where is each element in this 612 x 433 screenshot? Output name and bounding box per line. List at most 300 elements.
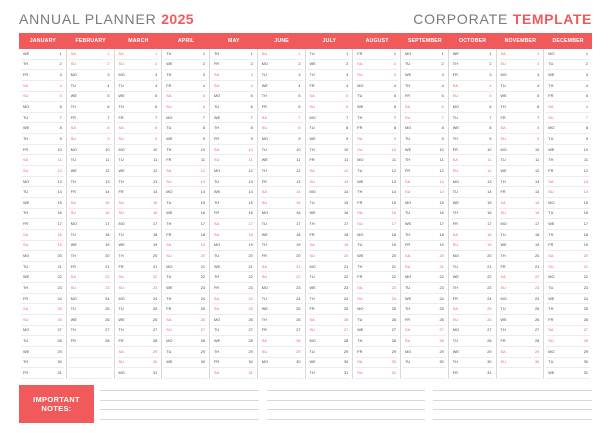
day-cell[interactable] [355, 283, 398, 294]
day-cell[interactable] [21, 123, 64, 134]
day-cell[interactable] [499, 70, 542, 81]
day-cell[interactable] [355, 219, 398, 230]
day-cell[interactable] [21, 326, 64, 337]
day-cell[interactable] [164, 155, 207, 166]
day-cell[interactable] [212, 294, 255, 305]
day-cell[interactable] [164, 315, 207, 326]
day-cell[interactable] [546, 102, 590, 113]
day-cell[interactable] [117, 187, 160, 198]
day-cell[interactable] [451, 166, 494, 177]
day-cell[interactable] [69, 294, 112, 305]
day-cell[interactable] [308, 134, 351, 145]
day-cell[interactable] [212, 166, 255, 177]
day-cell[interactable] [355, 326, 398, 337]
day-cell[interactable] [451, 60, 494, 71]
day-cell[interactable] [451, 358, 494, 369]
day-cell[interactable] [546, 49, 590, 60]
day-cell[interactable] [164, 347, 207, 358]
day-cell[interactable] [355, 294, 398, 305]
day-cell[interactable] [21, 92, 64, 103]
day-cell[interactable] [403, 326, 446, 337]
day-cell[interactable] [117, 336, 160, 347]
day-cell[interactable] [69, 155, 112, 166]
day-cell[interactable] [21, 145, 64, 156]
day-cell[interactable] [308, 166, 351, 177]
day-cell[interactable] [21, 368, 64, 379]
day-cell[interactable] [451, 177, 494, 188]
day-cell[interactable] [69, 177, 112, 188]
day-cell[interactable] [355, 60, 398, 71]
day-cell[interactable] [308, 81, 351, 92]
day-cell[interactable] [164, 251, 207, 262]
day-cell[interactable] [212, 209, 255, 220]
day-cell[interactable] [355, 155, 398, 166]
day-cell[interactable] [403, 198, 446, 209]
day-cell[interactable] [21, 272, 64, 283]
day-cell[interactable] [260, 81, 303, 92]
day-cell[interactable] [499, 145, 542, 156]
day-cell[interactable] [403, 347, 446, 358]
day-cell[interactable] [451, 241, 494, 252]
day-cell[interactable] [403, 70, 446, 81]
day-cell[interactable] [403, 155, 446, 166]
day-cell[interactable] [212, 134, 255, 145]
day-cell[interactable] [21, 209, 64, 220]
day-cell[interactable] [308, 315, 351, 326]
day-cell[interactable] [451, 49, 494, 60]
day-cell[interactable] [260, 283, 303, 294]
day-cell[interactable] [117, 219, 160, 230]
day-cell[interactable] [69, 272, 112, 283]
day-cell[interactable] [212, 92, 255, 103]
day-cell[interactable] [117, 92, 160, 103]
day-cell[interactable] [355, 251, 398, 262]
day-cell[interactable] [117, 230, 160, 241]
day-cell[interactable] [546, 326, 590, 337]
day-cell[interactable] [69, 326, 112, 337]
day-cell[interactable] [164, 187, 207, 198]
day-cell[interactable] [117, 134, 160, 145]
day-cell[interactable] [212, 336, 255, 347]
day-cell[interactable] [403, 230, 446, 241]
day-cell[interactable] [260, 60, 303, 71]
day-cell[interactable] [451, 230, 494, 241]
day-cell[interactable] [21, 230, 64, 241]
day-cell[interactable] [212, 283, 255, 294]
day-cell[interactable] [546, 368, 590, 379]
day-cell[interactable] [546, 187, 590, 198]
day-cell[interactable] [451, 198, 494, 209]
day-cell[interactable] [355, 166, 398, 177]
day-cell[interactable] [355, 209, 398, 220]
day-cell[interactable] [260, 336, 303, 347]
day-cell[interactable] [308, 358, 351, 369]
day-cell[interactable] [69, 230, 112, 241]
day-cell[interactable] [499, 315, 542, 326]
day-cell[interactable] [403, 272, 446, 283]
day-cell[interactable] [403, 177, 446, 188]
day-cell[interactable] [69, 81, 112, 92]
day-cell[interactable] [260, 187, 303, 198]
day-cell[interactable] [451, 70, 494, 81]
day-cell[interactable] [308, 155, 351, 166]
day-cell[interactable] [308, 219, 351, 230]
day-cell[interactable] [355, 70, 398, 81]
day-cell[interactable] [260, 304, 303, 315]
day-cell[interactable] [21, 166, 64, 177]
day-cell[interactable] [308, 187, 351, 198]
day-cell[interactable] [164, 70, 207, 81]
day-cell[interactable] [21, 262, 64, 273]
day-cell[interactable] [117, 347, 160, 358]
day-cell[interactable] [21, 283, 64, 294]
day-cell[interactable] [308, 113, 351, 124]
day-cell[interactable] [451, 145, 494, 156]
day-cell[interactable] [546, 262, 590, 273]
day-cell[interactable] [212, 145, 255, 156]
day-cell[interactable] [546, 347, 590, 358]
day-cell[interactable] [164, 92, 207, 103]
day-cell[interactable] [260, 92, 303, 103]
day-cell[interactable] [451, 315, 494, 326]
day-cell[interactable] [403, 49, 446, 60]
day-cell[interactable] [69, 251, 112, 262]
day-cell[interactable] [260, 145, 303, 156]
day-cell[interactable] [499, 49, 542, 60]
day-cell[interactable] [69, 219, 112, 230]
day-cell[interactable] [69, 102, 112, 113]
day-cell[interactable] [403, 92, 446, 103]
day-cell[interactable] [164, 241, 207, 252]
day-cell[interactable] [546, 241, 590, 252]
day-cell[interactable] [546, 70, 590, 81]
day-cell[interactable] [355, 177, 398, 188]
day-cell[interactable] [355, 123, 398, 134]
day-cell[interactable] [546, 336, 590, 347]
day-cell[interactable] [451, 272, 494, 283]
day-cell[interactable] [451, 251, 494, 262]
day-cell[interactable] [164, 49, 207, 60]
day-cell[interactable] [546, 230, 590, 241]
day-cell[interactable] [164, 134, 207, 145]
day-cell[interactable] [260, 134, 303, 145]
day-cell[interactable] [308, 49, 351, 60]
day-cell[interactable] [499, 81, 542, 92]
day-cell[interactable] [260, 326, 303, 337]
day-cell[interactable] [260, 70, 303, 81]
day-cell[interactable] [117, 123, 160, 134]
day-cell[interactable] [499, 304, 542, 315]
day-cell[interactable] [499, 294, 542, 305]
day-cell[interactable] [164, 294, 207, 305]
day-cell[interactable] [212, 262, 255, 273]
day-cell[interactable] [117, 209, 160, 220]
day-cell[interactable] [499, 230, 542, 241]
day-cell[interactable] [546, 358, 590, 369]
day-cell[interactable] [260, 177, 303, 188]
day-cell[interactable] [355, 102, 398, 113]
day-cell[interactable] [212, 315, 255, 326]
day-cell[interactable] [308, 368, 351, 379]
day-cell[interactable] [117, 283, 160, 294]
day-cell[interactable] [499, 219, 542, 230]
day-cell[interactable] [403, 145, 446, 156]
day-cell[interactable] [117, 81, 160, 92]
day-cell[interactable] [451, 209, 494, 220]
day-cell[interactable] [21, 241, 64, 252]
day-cell[interactable] [164, 230, 207, 241]
day-cell[interactable] [164, 209, 207, 220]
day-cell[interactable] [21, 102, 64, 113]
day-cell[interactable] [403, 81, 446, 92]
day-cell[interactable] [212, 177, 255, 188]
day-cell[interactable] [21, 336, 64, 347]
day-cell[interactable] [499, 166, 542, 177]
day-cell[interactable] [308, 102, 351, 113]
day-cell[interactable] [212, 230, 255, 241]
day-cell[interactable] [69, 145, 112, 156]
day-cell[interactable] [355, 145, 398, 156]
day-cell[interactable] [308, 241, 351, 252]
day-cell[interactable] [403, 283, 446, 294]
day-cell[interactable] [117, 315, 160, 326]
day-cell[interactable] [164, 177, 207, 188]
day-cell[interactable] [164, 262, 207, 273]
day-cell[interactable] [546, 304, 590, 315]
day-cell[interactable] [499, 262, 542, 273]
day-cell[interactable] [451, 113, 494, 124]
day-cell[interactable] [69, 49, 112, 60]
day-cell[interactable] [546, 81, 590, 92]
day-cell[interactable] [69, 113, 112, 124]
day-cell[interactable] [403, 315, 446, 326]
day-cell[interactable] [212, 219, 255, 230]
day-cell[interactable] [355, 304, 398, 315]
day-cell[interactable] [212, 113, 255, 124]
day-cell[interactable] [69, 123, 112, 134]
day-cell[interactable] [499, 102, 542, 113]
day-cell[interactable] [117, 60, 160, 71]
day-cell[interactable] [499, 155, 542, 166]
day-cell[interactable] [164, 198, 207, 209]
day-cell[interactable] [69, 209, 112, 220]
day-cell[interactable] [308, 251, 351, 262]
day-cell[interactable] [403, 219, 446, 230]
day-cell[interactable] [117, 166, 160, 177]
day-cell[interactable] [260, 294, 303, 305]
day-cell[interactable] [212, 347, 255, 358]
day-cell[interactable] [21, 294, 64, 305]
day-cell[interactable] [164, 113, 207, 124]
day-cell[interactable] [117, 155, 160, 166]
day-cell[interactable] [355, 230, 398, 241]
day-cell[interactable] [164, 60, 207, 71]
day-cell[interactable] [451, 326, 494, 337]
day-cell[interactable] [21, 304, 64, 315]
day-cell[interactable] [355, 49, 398, 60]
day-cell[interactable] [546, 272, 590, 283]
day-cell[interactable] [212, 49, 255, 60]
day-cell[interactable] [117, 272, 160, 283]
day-cell[interactable] [499, 187, 542, 198]
day-cell[interactable] [355, 187, 398, 198]
day-cell[interactable] [21, 347, 64, 358]
day-cell[interactable] [260, 262, 303, 273]
day-cell[interactable] [260, 155, 303, 166]
day-cell[interactable] [546, 123, 590, 134]
day-cell[interactable] [69, 70, 112, 81]
day-cell[interactable] [69, 315, 112, 326]
day-cell[interactable] [355, 241, 398, 252]
day-cell[interactable] [164, 81, 207, 92]
day-cell[interactable] [499, 241, 542, 252]
day-cell[interactable] [499, 209, 542, 220]
day-cell[interactable] [117, 304, 160, 315]
day-cell[interactable] [499, 326, 542, 337]
day-cell[interactable] [164, 123, 207, 134]
day-cell[interactable] [355, 198, 398, 209]
day-cell[interactable] [499, 251, 542, 262]
day-cell[interactable] [403, 187, 446, 198]
day-cell[interactable] [499, 358, 542, 369]
day-cell[interactable] [546, 315, 590, 326]
day-cell[interactable] [69, 262, 112, 273]
day-cell[interactable] [212, 81, 255, 92]
day-cell[interactable] [546, 294, 590, 305]
day-cell[interactable] [69, 166, 112, 177]
day-cell[interactable] [499, 92, 542, 103]
day-cell[interactable] [212, 241, 255, 252]
day-cell[interactable] [546, 219, 590, 230]
day-cell[interactable] [451, 294, 494, 305]
day-cell[interactable] [21, 134, 64, 145]
day-cell[interactable] [212, 198, 255, 209]
day-cell[interactable] [451, 347, 494, 358]
day-cell[interactable] [260, 358, 303, 369]
day-cell[interactable] [355, 272, 398, 283]
day-cell[interactable] [260, 219, 303, 230]
day-cell[interactable] [308, 262, 351, 273]
day-cell[interactable] [308, 70, 351, 81]
day-cell[interactable] [499, 134, 542, 145]
day-cell[interactable] [355, 358, 398, 369]
day-cell[interactable] [21, 70, 64, 81]
day-cell[interactable] [260, 166, 303, 177]
day-cell[interactable] [117, 262, 160, 273]
day-cell[interactable] [403, 358, 446, 369]
day-cell[interactable] [117, 368, 160, 379]
day-cell[interactable] [499, 113, 542, 124]
day-cell[interactable] [117, 113, 160, 124]
day-cell[interactable] [451, 81, 494, 92]
day-cell[interactable] [451, 102, 494, 113]
day-cell[interactable] [451, 92, 494, 103]
day-cell[interactable] [355, 336, 398, 347]
day-cell[interactable] [260, 315, 303, 326]
day-cell[interactable] [212, 304, 255, 315]
day-cell[interactable] [403, 294, 446, 305]
day-cell[interactable] [212, 60, 255, 71]
day-cell[interactable] [499, 123, 542, 134]
day-cell[interactable] [546, 177, 590, 188]
day-cell[interactable] [546, 134, 590, 145]
day-cell[interactable] [164, 304, 207, 315]
day-cell[interactable] [21, 315, 64, 326]
day-cell[interactable] [355, 81, 398, 92]
day-cell[interactable] [451, 187, 494, 198]
day-cell[interactable] [546, 251, 590, 262]
day-cell[interactable] [403, 262, 446, 273]
day-cell[interactable] [308, 177, 351, 188]
day-cell[interactable] [212, 102, 255, 113]
day-cell[interactable] [21, 187, 64, 198]
day-cell[interactable] [69, 304, 112, 315]
day-cell[interactable] [212, 155, 255, 166]
day-cell[interactable] [164, 358, 207, 369]
day-cell[interactable] [69, 283, 112, 294]
day-cell[interactable] [451, 262, 494, 273]
day-cell[interactable] [117, 145, 160, 156]
day-cell[interactable] [21, 358, 64, 369]
day-cell[interactable] [546, 166, 590, 177]
day-cell[interactable] [308, 294, 351, 305]
day-cell[interactable] [308, 347, 351, 358]
day-cell[interactable] [164, 283, 207, 294]
day-cell[interactable] [212, 272, 255, 283]
day-cell[interactable] [403, 304, 446, 315]
day-cell[interactable] [546, 92, 590, 103]
day-cell[interactable] [260, 49, 303, 60]
day-cell[interactable] [21, 113, 64, 124]
day-cell[interactable] [117, 198, 160, 209]
day-cell[interactable] [21, 219, 64, 230]
day-cell[interactable] [308, 198, 351, 209]
day-cell[interactable] [355, 92, 398, 103]
day-cell[interactable] [69, 241, 112, 252]
day-cell[interactable] [260, 241, 303, 252]
day-cell[interactable] [308, 304, 351, 315]
day-cell[interactable] [403, 241, 446, 252]
day-cell[interactable] [403, 251, 446, 262]
day-cell[interactable] [546, 283, 590, 294]
day-cell[interactable] [546, 198, 590, 209]
day-cell[interactable] [451, 336, 494, 347]
day-cell[interactable] [546, 113, 590, 124]
day-cell[interactable] [69, 60, 112, 71]
day-cell[interactable] [21, 198, 64, 209]
day-cell[interactable] [164, 219, 207, 230]
day-cell[interactable] [212, 70, 255, 81]
day-cell[interactable] [546, 209, 590, 220]
day-cell[interactable] [403, 336, 446, 347]
day-cell[interactable] [403, 166, 446, 177]
day-cell[interactable] [21, 49, 64, 60]
day-cell[interactable] [308, 326, 351, 337]
day-cell[interactable] [21, 155, 64, 166]
day-cell[interactable] [69, 198, 112, 209]
day-cell[interactable] [355, 315, 398, 326]
day-cell[interactable] [21, 177, 64, 188]
day-cell[interactable] [260, 209, 303, 220]
day-cell[interactable] [117, 358, 160, 369]
day-cell[interactable] [308, 283, 351, 294]
day-cell[interactable] [451, 304, 494, 315]
day-cell[interactable] [212, 326, 255, 337]
day-cell[interactable] [451, 123, 494, 134]
day-cell[interactable] [499, 60, 542, 71]
day-cell[interactable] [499, 283, 542, 294]
day-cell[interactable] [403, 60, 446, 71]
